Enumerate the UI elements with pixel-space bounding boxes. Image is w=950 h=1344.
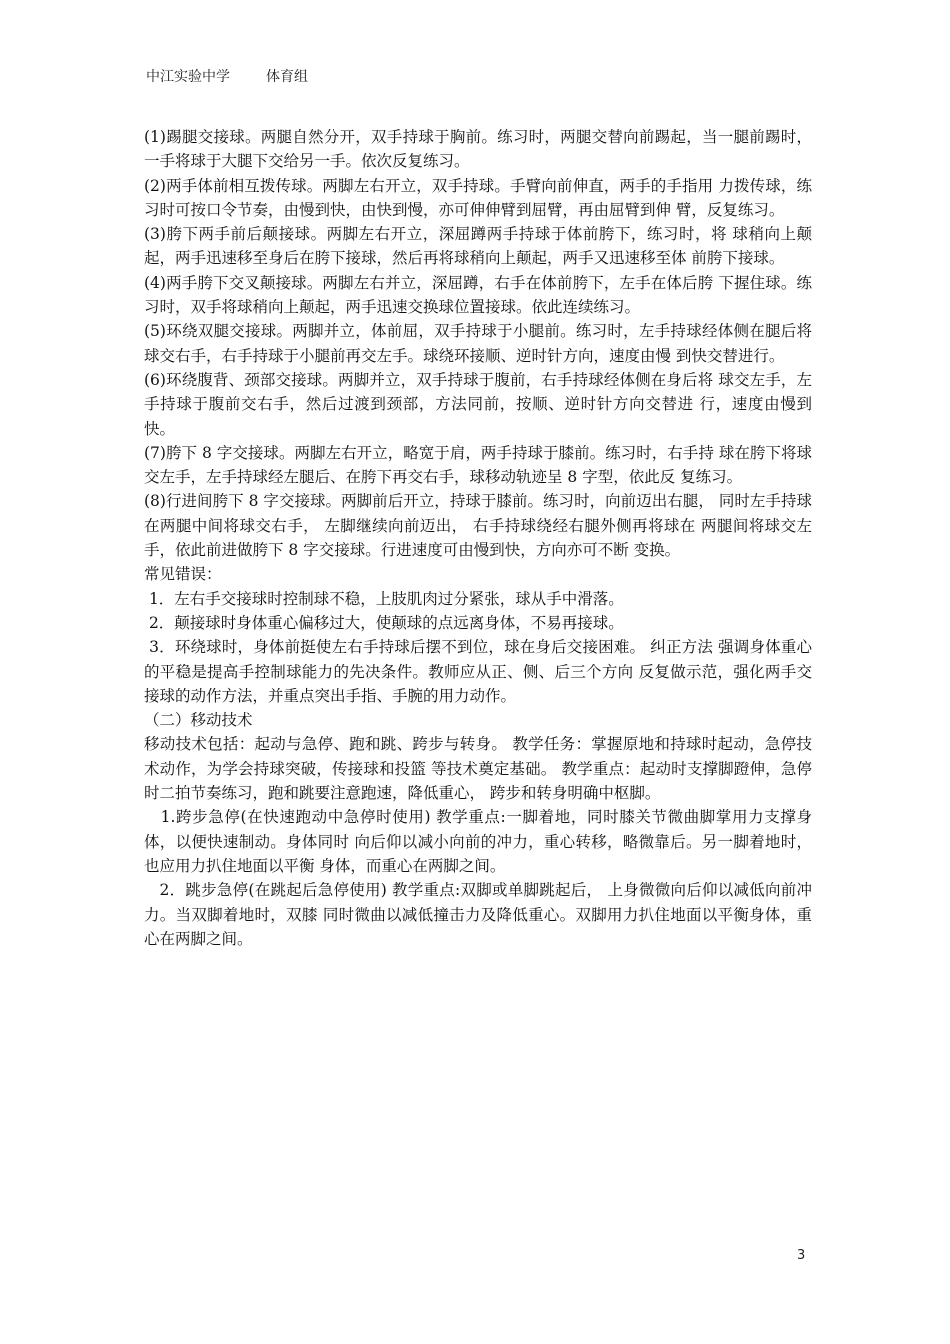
header-department: 体育组 [266, 69, 308, 85]
paragraph-6: (6)环绕腹背、颈部交接球。两脚并立，双手持球于腹前，右手持球经体侧在身后将 球交左手，左手持球于腹前交右手，然后过渡到颈部，方法同前，按顺、逆时针方向交替进 行，速度由慢到快。 [144, 370, 812, 438]
stride-stop-paragraph: 1.跨步急停(在快速跑动中急停时使用) 教学重点:一脚着地，同时膝关节微曲脚掌用力支撑身体，以便快速制动。身体同时 向后仰以减小向前的冲力，重心转移，略微靠后。另一脚着地时，也应用力扒住地面以平衡 身体，而重心在两脚之间。 [144, 808, 812, 875]
document-body [144, 125, 812, 951]
error-item-1: 1．左右手交接球时控制球不稳，上肢肌肉过分紧张，球从手中滑落。 [144, 589, 624, 608]
paragraph-2: (2)两手体前相互拨传球。两脚左右开立，双手持球。手臂向前伸直，两手的手指用 力拨传球，练习时可按口令节奏，由慢到快，由快到慢，亦可伸伸臂到屈臂，再由屈臂到伸 臂，反复练习。 [144, 176, 812, 219]
paragraph-4: (4)两手胯下交叉颠接球。两脚左右并立，深屈蹲，右手在体前胯下，左手在体后胯 下握住球。练习时，双手将球稍向上颠起，两手迅速交换球位置接球。依此连续练习。 [144, 273, 812, 317]
header-school: 中江实验中学 [146, 69, 230, 85]
common-errors-heading: 常见错误： [144, 565, 222, 584]
movement-intro: 移动技术包括：起动与急停、跑和跳、跨步与转身。 教学任务：掌握原地和持球时起动，急停技术动作，为学会持球突破，传接球和投篮 等技术奠定基础。 教学重点：起动时支撑脚蹬伸，急停时二拍节奏练习，跑和跳要注意跑速，降低重心， 跨步和转身明确中枢脚。 [144, 735, 812, 803]
error-item-3: 3．环绕球时，身体前挺使左右手持球后摆不到位，球在身后交接困难。 纠正方法 强调身体重心的平稳是提高手控制球能力的先决条件。教师应从正、侧、后三个方向 反复做示范，强化两手交接球的动作方法，并重点突出手指、手腕的用力动作。 [144, 638, 812, 705]
page-header [146, 66, 308, 86]
paragraph-8: (8)行进间胯下 8 字交接球。两脚前后开立，持球于膝前。练习时，向前迈出右腿， 同时左手持球在两腿中间将球交右手， 左脚继续向前迈出， 右手持球绕经右腿外侧再将球在 两腿间将球交左手，依此前进做胯下 8 字交接球。行进速度可由慢到快，方向亦可不断 变换。 [144, 492, 812, 560]
paragraph-3: (3)胯下两手前后颠接球。两脚左右开立，深屈蹲两手持球于体前胯下，练习时，将 球稍向上颠起，两手迅速移至身后在胯下接球，然后再将球稍向上颠起，两手又迅速移至体 前胯下接球。 [144, 225, 812, 268]
paragraph-7: (7)胯下 8 字交接球。两脚左右开立，略宽于肩，两手持球于膝前。练习时，右手持 球在胯下将球交左手，左手持球经左腿后、在胯下再交右手，球移动轨迹呈 8 字型，依此反 复练习。 [144, 443, 812, 487]
section-heading-movement: （二）移动技术 [144, 711, 253, 730]
paragraph-5: (5)环绕双腿交接球。两脚并立，体前屈，双手持球于小腿前。练习时，左手持球经体侧在腿后将球交右手，右手持球于小腿前再交左手。球绕环接顺、逆时针方向，速度由慢 到快交替进行。 [144, 322, 812, 365]
paragraph-1: (1)踢腿交接球。两腿自然分开，双手持球于胸前。练习时，两腿交替向前踢起，当一腿前踢时， 一手将球于大腿下交给另一手。依次反复练习。 [144, 128, 812, 171]
jump-stop-paragraph: 2．跳步急停(在跳起后急停使用) 教学重点:双脚或单脚跳起后， 上身微微向后仰以减低向前冲力。当双脚着地时，双膝 同时微曲以减低撞击力及降低重心。双脚用力扒住地面以平衡身体，重心在两脚之间。 [144, 881, 812, 948]
page-number: 3 [797, 1248, 806, 1263]
error-item-2: 2．颠接球时身体重心偏移过大，使颠球的点远离身体，不易再接球。 [144, 613, 624, 632]
